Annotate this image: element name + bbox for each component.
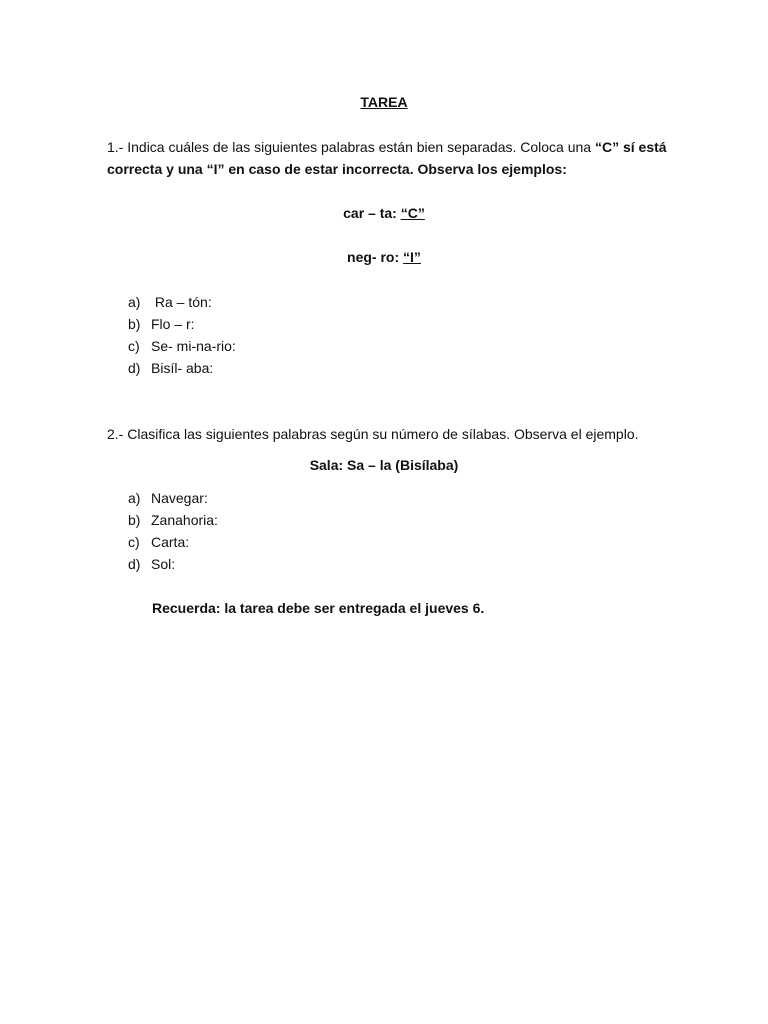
- list-item-text: Navegar:: [151, 490, 208, 506]
- list-marker: c): [128, 338, 140, 354]
- list-item-text: Ra – tón:: [151, 294, 212, 310]
- reminder-note: Recuerda: la tarea debe ser entregada el jueves 6.: [152, 600, 485, 616]
- list-item-text: Sol:: [151, 556, 176, 572]
- example-2-word: neg- ro:: [347, 249, 404, 265]
- list-item: [128, 509, 218, 531]
- question-1-bold-instructions: “C” sí está correcta y una “I” en caso de estar incorrecta. Observa los ejemplos:: [107, 139, 667, 177]
- question-2-instructions: 2.- Clasifica las siguientes palabras según su número de sílabas. Observa el ejemplo.: [107, 426, 639, 442]
- example-1: [0, 205, 768, 221]
- list-item-text: Flo – r:: [151, 316, 195, 332]
- list-item: [128, 487, 218, 509]
- list-marker: d): [128, 360, 141, 376]
- list-marker: a): [128, 490, 141, 506]
- list-item-text: Se- mi-na-rio:: [151, 338, 236, 354]
- list-marker: a): [128, 294, 141, 310]
- question-1-lead: 1.- Indica cuáles de las siguientes palabras están bien separadas. Coloca una: [107, 139, 595, 155]
- question-2-example: Sala: Sa – la (Bisílaba): [309, 457, 459, 473]
- list-item: [128, 357, 236, 379]
- list-marker: b): [128, 316, 141, 332]
- list-item: [128, 313, 236, 335]
- question-1-instructions: [107, 136, 667, 180]
- list-marker: b): [128, 512, 141, 528]
- question-1-list: [128, 291, 236, 379]
- page-title: TAREA: [360, 94, 408, 110]
- list-item: [128, 531, 218, 553]
- example-1-answer: “C”: [400, 205, 425, 221]
- list-item: [128, 291, 236, 313]
- list-item-text: Zanahoria:: [151, 512, 218, 528]
- list-marker: d): [128, 556, 141, 572]
- list-item: [128, 335, 236, 357]
- list-item-text: Bisíl- aba:: [151, 360, 214, 376]
- list-item: [128, 553, 218, 575]
- example-2: [0, 249, 768, 265]
- question-2-list: [128, 487, 218, 575]
- example-2-answer: “I”: [403, 249, 421, 265]
- example-1-word: car – ta:: [343, 205, 401, 221]
- list-item-text: Carta:: [151, 534, 190, 550]
- list-marker: c): [128, 534, 140, 550]
